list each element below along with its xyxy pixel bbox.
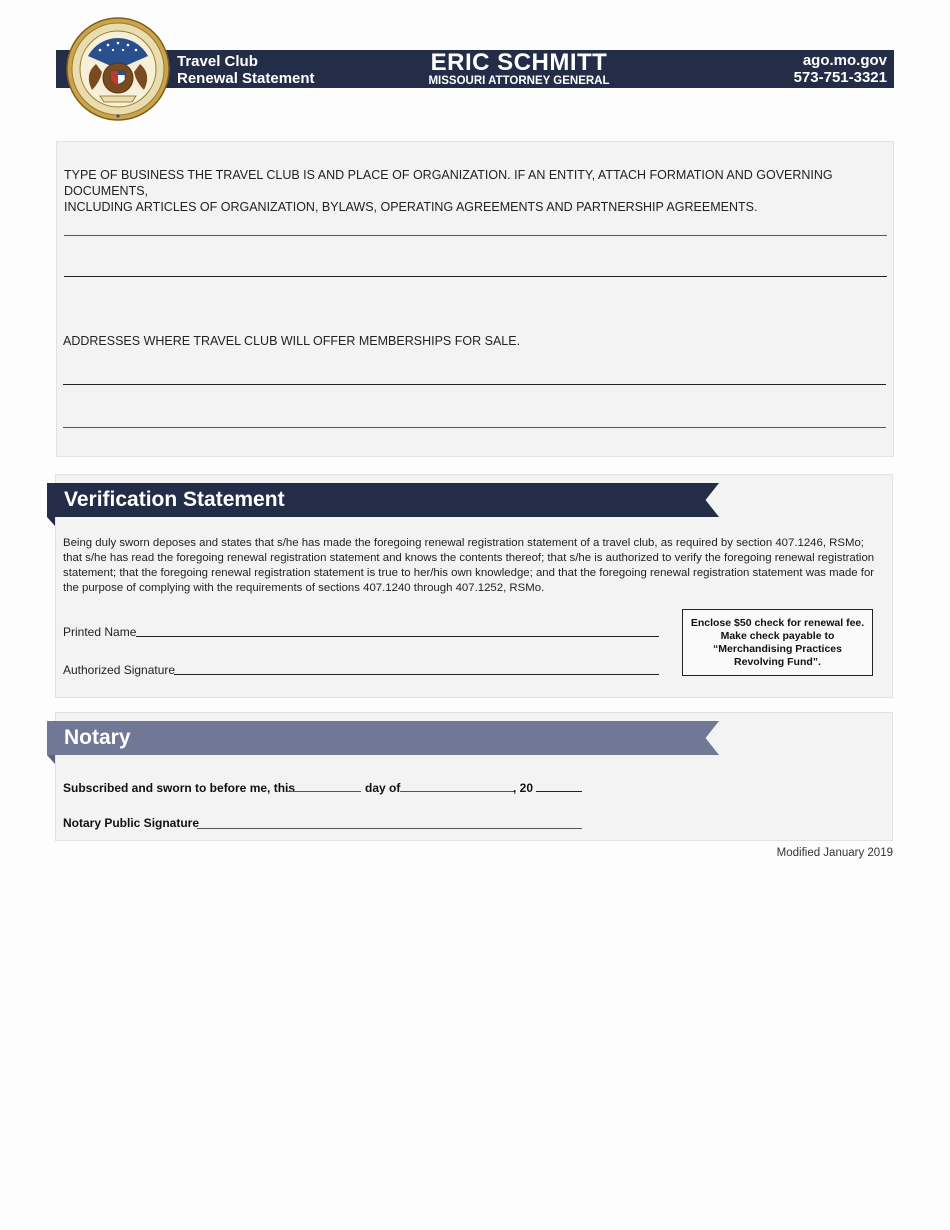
authorized-signature-field[interactable]: [174, 674, 659, 675]
notary-title: Notary: [64, 726, 131, 749]
document-title-line2: Renewal Statement: [177, 70, 315, 87]
attorney-general-name: ERIC SCHMITT: [430, 49, 608, 76]
fee-line-1: Enclose $50 check for renewal fee.: [690, 617, 865, 629]
authorized-signature-label: Authorized Signature: [63, 663, 176, 677]
verification-title: Verification Statement: [64, 488, 285, 511]
notary-signature-field[interactable]: [197, 828, 582, 829]
verification-banner-fold: [47, 517, 55, 526]
addresses-prompt: ADDRESSES WHERE TRAVEL CLUB WILL OFFER MEMBERSHIPS FOR SALE.: [63, 334, 521, 348]
contact-info: [794, 52, 887, 86]
website-link[interactable]: ago.mo.gov: [802, 52, 887, 69]
business-type-prompt-line1: TYPE OF BUSINESS THE TRAVEL CLUB IS AND PLACE OF ORGANIZATION. IF AN ENTITY, ATTACH FORMATION AND GOVERNING DOCUMENTS,: [64, 168, 833, 198]
sworn-day-field[interactable]: [287, 791, 361, 792]
sworn-year-field[interactable]: [536, 791, 582, 792]
attorney-general-office: MISSOURI ATTORNEY GENERAL: [428, 75, 610, 87]
document-title-line1: Travel Club: [177, 53, 258, 70]
notary-banner-fold: [47, 755, 55, 764]
missouri-ag-seal-icon: [66, 16, 170, 122]
phone-number: 573-751-3321: [793, 69, 887, 86]
business-type-answer-line-2[interactable]: [64, 276, 887, 277]
printed-name-field[interactable]: [136, 636, 659, 637]
business-type-answer-line-1[interactable]: [64, 235, 887, 236]
modified-date: Modified January 2019: [776, 847, 893, 859]
addresses-answer-line-1[interactable]: [63, 384, 886, 385]
fee-line-3: “Merchandising Practices: [713, 643, 842, 655]
document-title: [177, 53, 315, 87]
fee-line-2: Make check payable to: [720, 630, 835, 642]
notary-signature-label: Notary Public Signature: [63, 816, 200, 830]
sworn-month-field[interactable]: [400, 791, 514, 792]
day-of-label: day of: [365, 781, 401, 795]
business-type-prompt: [64, 167, 889, 215]
sworn-before-label: Subscribed and sworn to before me, this: [63, 781, 296, 795]
renewal-fee-notice: [682, 609, 873, 676]
notary-banner: [47, 721, 719, 755]
year-prefix-label: , 20: [513, 781, 534, 795]
business-type-prompt-line2: INCLUDING ARTICLES OF ORGANIZATION, BYLAWS, OPERATING AGREEMENTS AND PARTNERSHIP AGREEMENTS.: [64, 200, 758, 214]
fee-line-4: Revolving Fund”.: [734, 656, 821, 668]
printed-name-label: Printed Name: [63, 625, 137, 639]
addresses-answer-line-2[interactable]: [63, 427, 886, 428]
verification-statement: Being duly sworn deposes and states that s/he has made the foregoing renewal registration statement of a travel club, as required by section 407.1246, RSMo; that s/he has read the foregoing renewal registration statement and knows the contents thereof; that s/he is authorized to verify the foregoing renewal registration statement; that the foregoing renewal registration statement is true to her/his own knowledge; and that the foregoing renewal registration statement was made for the purpose of complying with the requirements of sections 407.1240 through 407.1252, RSMo.: [63, 537, 875, 594]
